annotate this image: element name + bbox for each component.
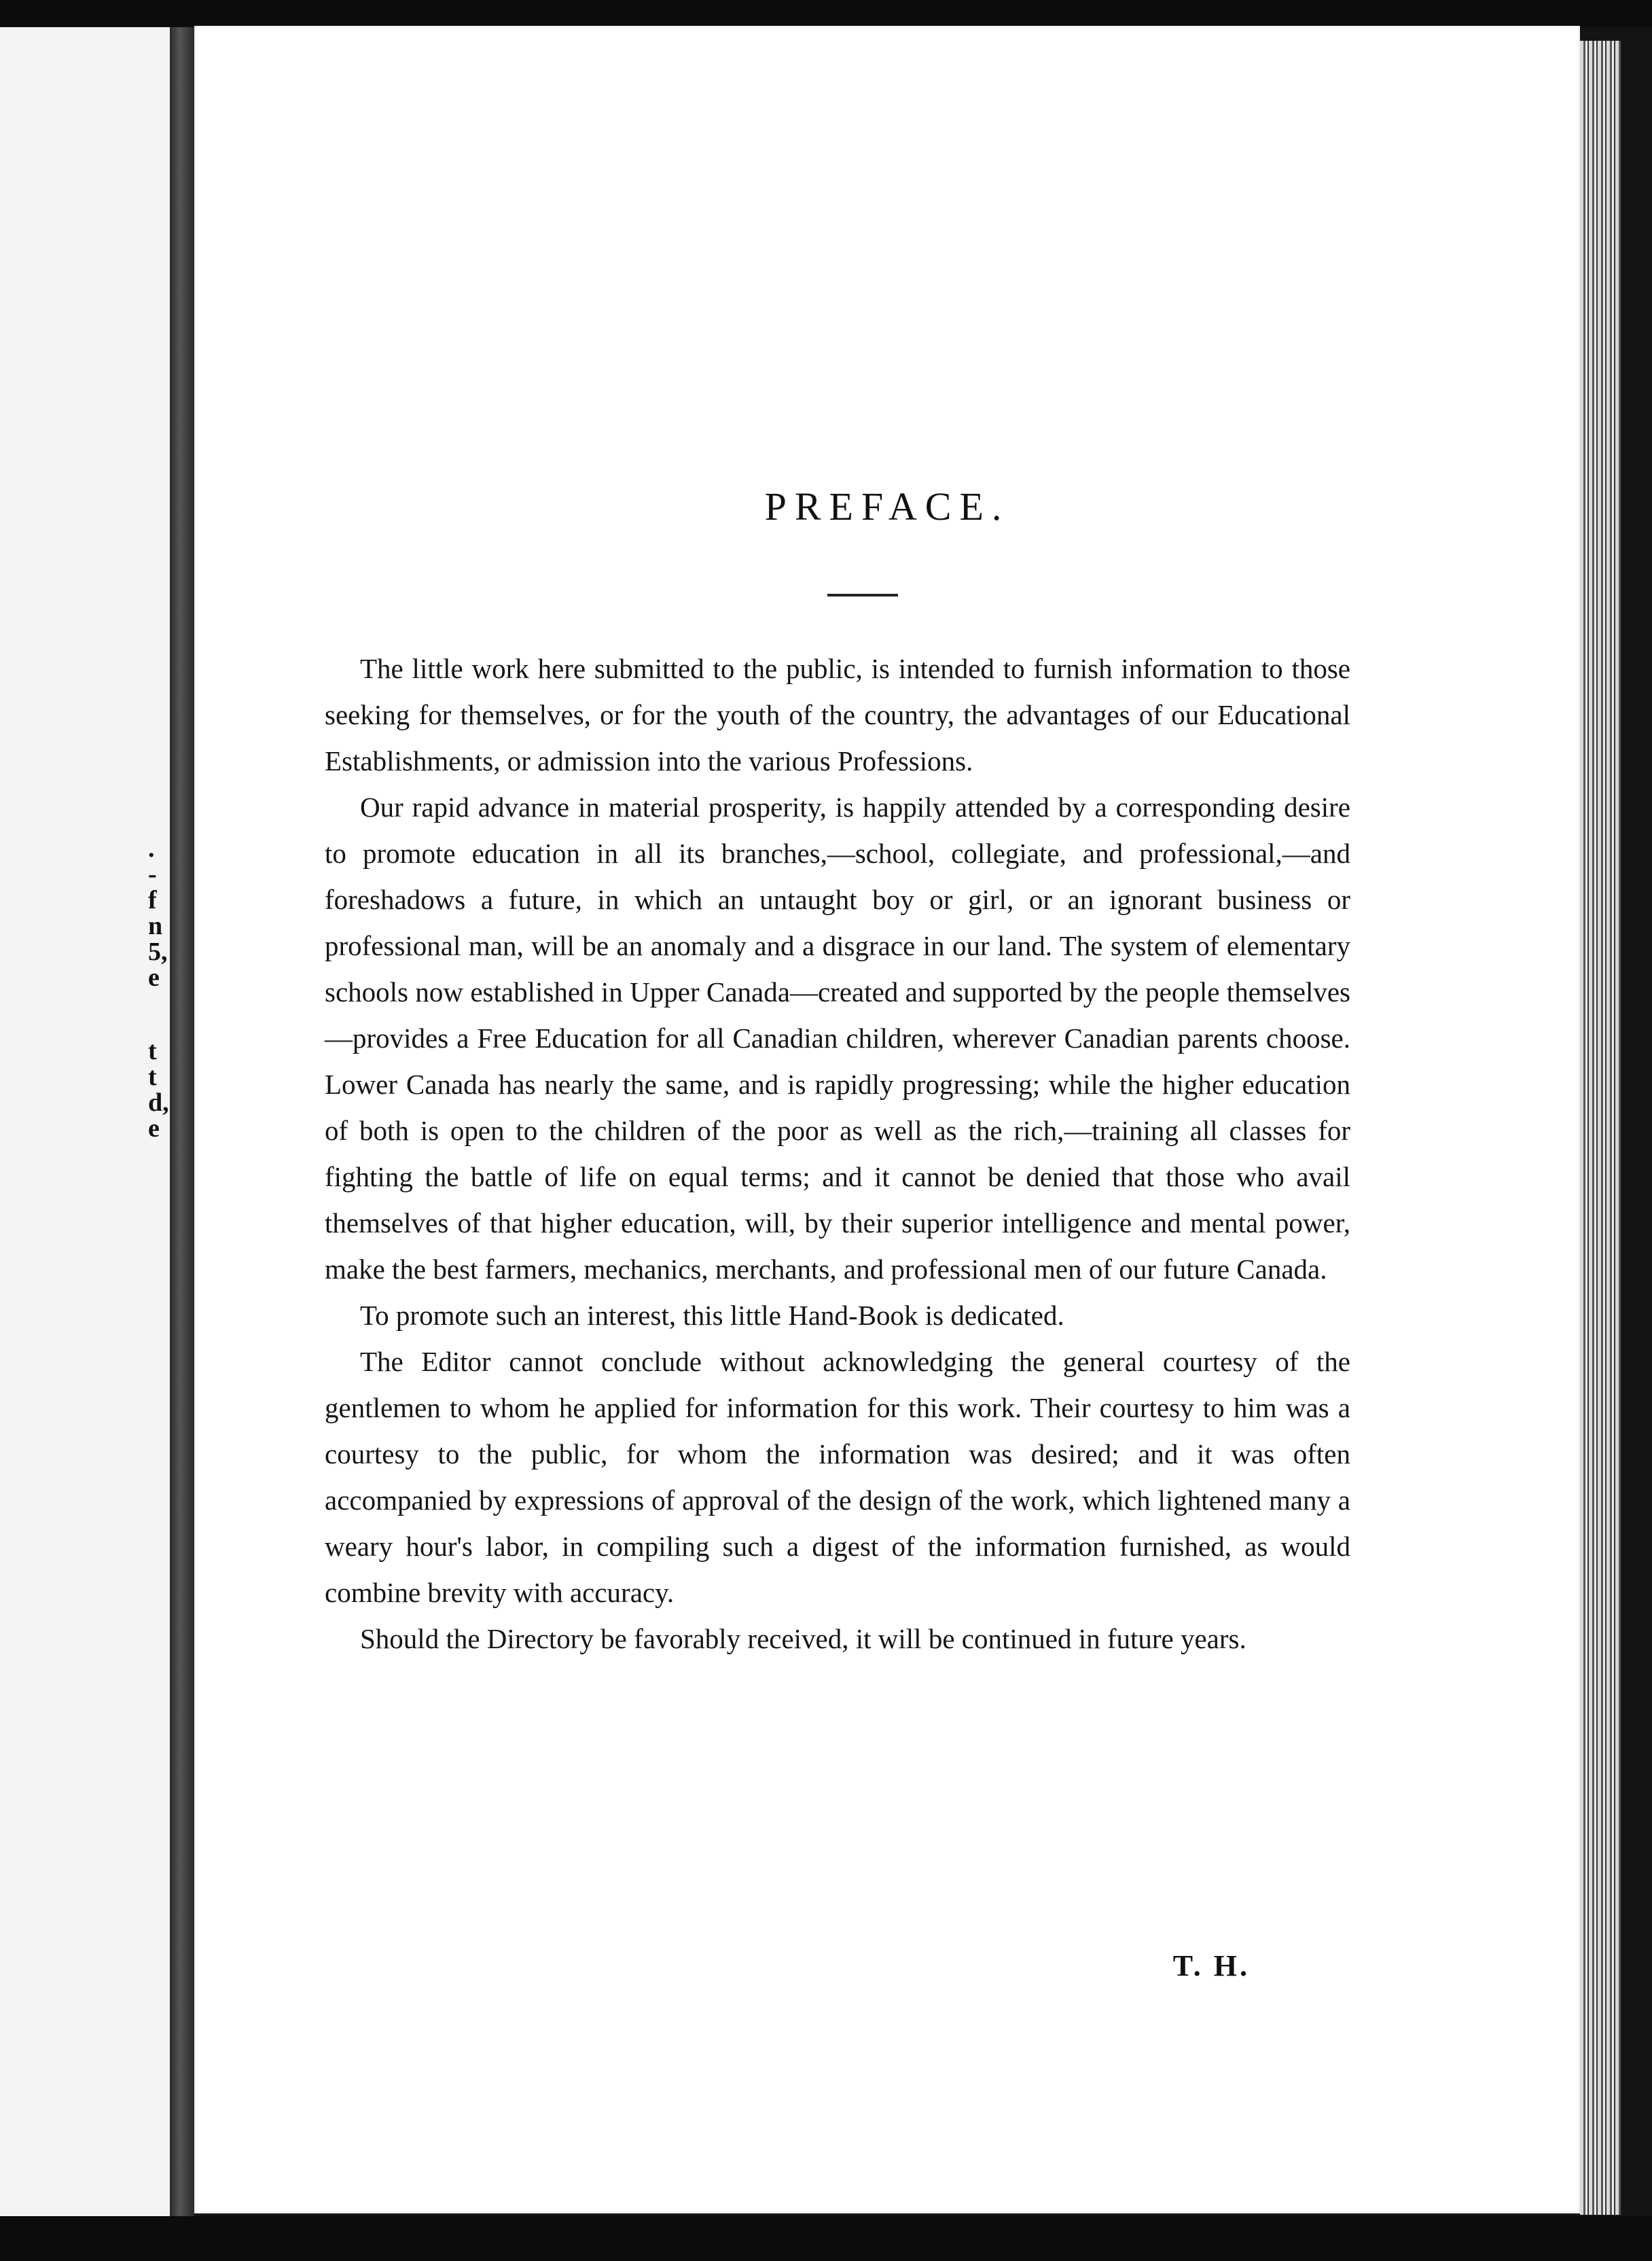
paragraph: Should the Directory be favorably received, it will be continued in future years.	[360, 1623, 1246, 1654]
paragraph: Our rapid advance in material prosperity, is happily attended by a corresponding desire to promote education in all its branches,—school, collegiate, and professional,—and foreshadows a future, in which an untaught boy or girl, or an ignorant business or professional man, will be an anomaly and a disgrace in our land. The system of elementary schools now established in Upper Canada—created and supported by the people themselves—provides a Free Education for all Canadian children, wherever Canadian parents choose. Lower Canada has nearly the same, and is rapidly progressing; while the higher education of both is open to the children of the poor as well as the rich,—training all classes for fighting the battle of life on equal terms; and it cannot be denied that those who avail themselves of that higher education, will, by their superior intelligence and mental power, make the best farmers, mechanics, merchants, and professional men of our future Canada.	[325, 791, 1350, 1285]
facing-page-fragment: t	[148, 1037, 157, 1065]
book-gutter	[170, 27, 194, 2228]
facing-page-fragment: e	[148, 1114, 160, 1143]
facing-page-text-fragments	[148, 836, 173, 1141]
facing-page-fragment: 5,	[148, 938, 168, 966]
facing-page-fragment: f	[148, 886, 157, 914]
facing-page-fragment: d,	[148, 1088, 169, 1117]
facing-page	[0, 27, 170, 2222]
page-stack-edges	[1580, 41, 1621, 2215]
facing-page-fragment: .	[148, 834, 155, 863]
author-initials: T. H.	[1172, 1949, 1250, 1982]
scan-bottom-border	[0, 2216, 1652, 2261]
facing-page-fragment: -	[148, 860, 157, 889]
facing-page-fragment: e	[148, 963, 160, 992]
facing-page-fragment: n	[148, 912, 163, 940]
page-title: PREFACE.	[764, 484, 1010, 529]
facing-page-gap	[148, 991, 173, 1038]
facing-page-fragment: t	[148, 1063, 157, 1091]
preface-body	[325, 645, 1350, 1662]
title-rule	[827, 594, 898, 597]
paragraph: The little work here submitted to the public, is intended to furnish information to those seeking for themselves, or for the youth of the country, the advantages of our Educational Establishments, or admission into the various Professions.	[325, 653, 1350, 777]
scan-top-border	[0, 0, 1652, 27]
paragraph: To promote such an interest, this little Hand-Book is dedicated.	[360, 1300, 1064, 1331]
paragraph: The Editor cannot conclude without acknowledging the general courtesy of the gentlemen to whom he applied for information for this work. Their courtesy to him was a courtesy to the public, for whom the information was desired; and it was often accompanied by expressions of approval of the design of the work, which lightened many a weary hour's labor, in compiling such a digest of the information furnished, as would combine brevity with accuracy.	[325, 1346, 1350, 1608]
